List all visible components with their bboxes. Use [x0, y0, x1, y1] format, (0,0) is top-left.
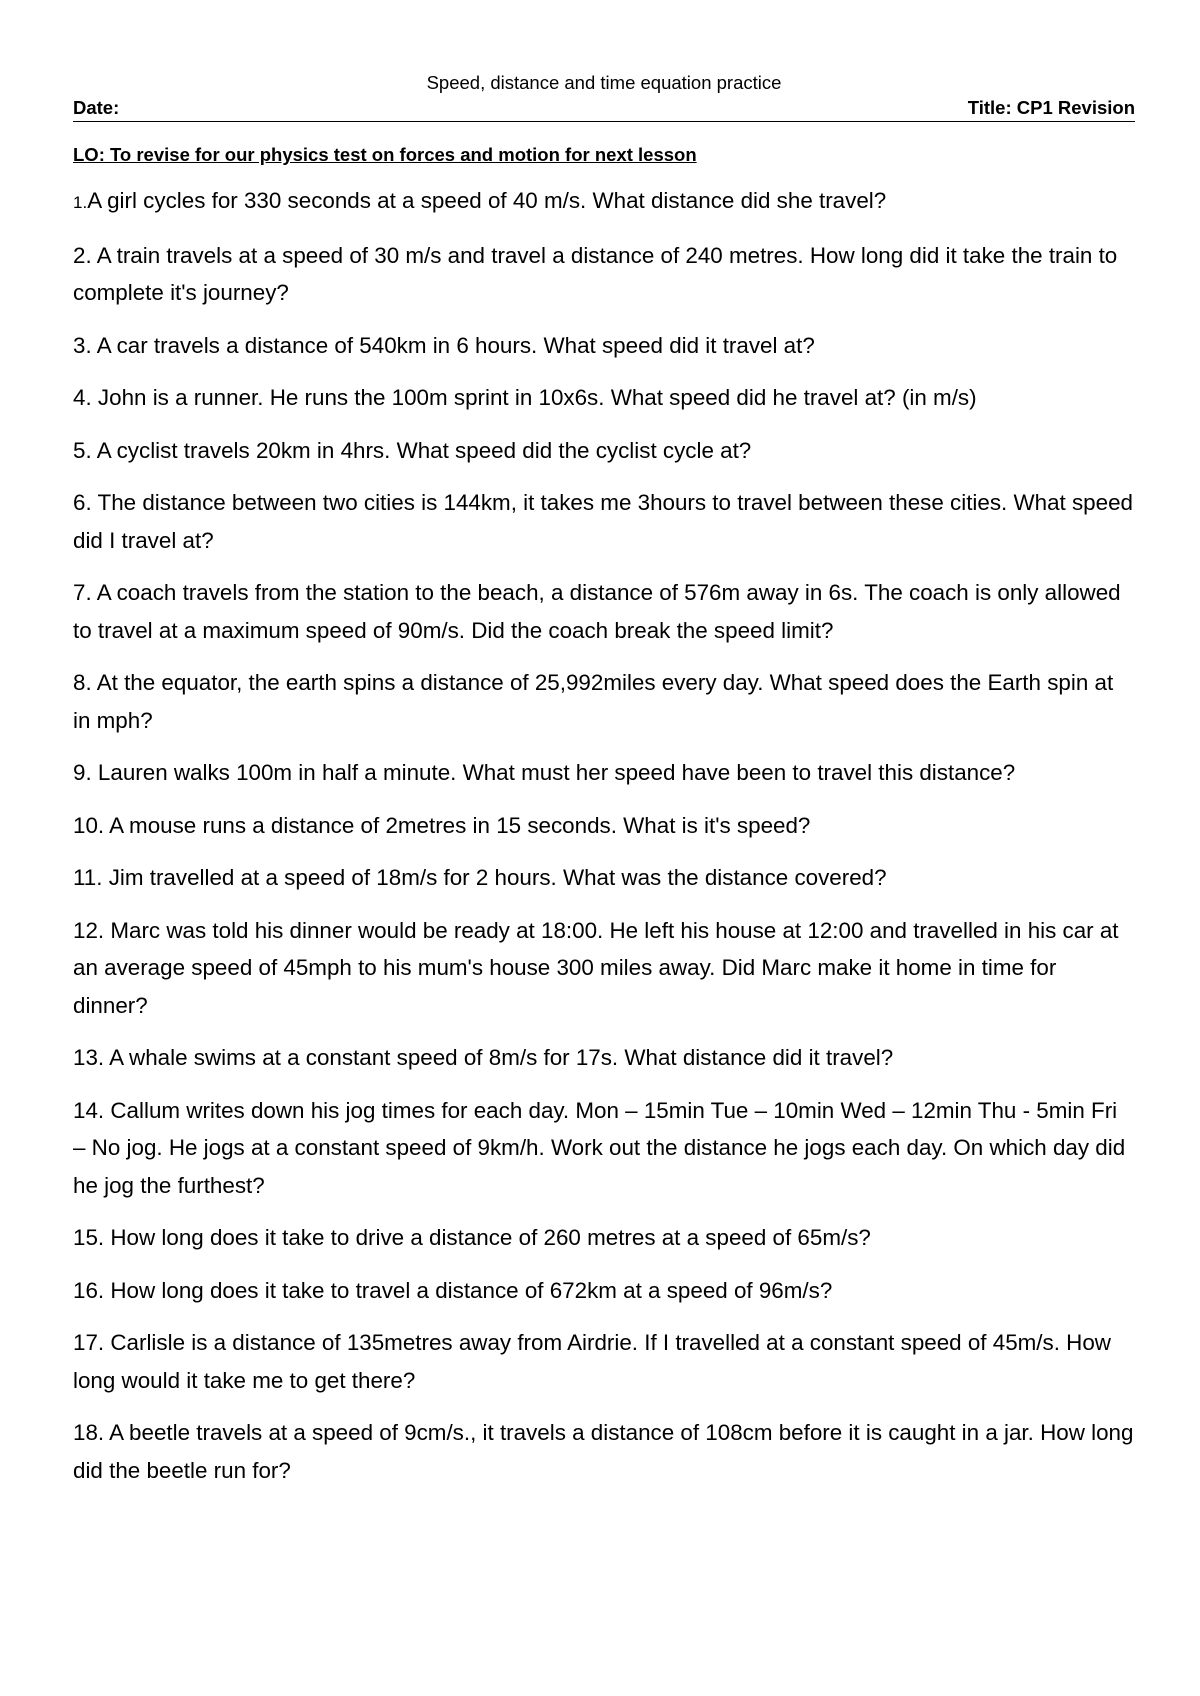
question-text: The distance between two cities is 144km, it takes me 3hours to travel between these cities. What speed did I travel at? [73, 490, 1133, 553]
question-text: Marc was told his dinner would be ready at 18:00. He left his house at 12:00 and travelled in his car at an average speed of 45mph to his mum's house 300 miles away. Did Marc make it home in time for dinner? [73, 917, 1119, 1018]
question-number: 17. [73, 1330, 105, 1355]
question-number: 10. [73, 812, 105, 838]
question-number: 9. [73, 760, 92, 785]
question-number: 14. [73, 1097, 105, 1123]
worksheet-page [73, 72, 1135, 1504]
question-text: Carlisle is a distance of 135metres away from Airdrie. If I travelled at a constant speed of 45m/s. How long would it take me to get there? [73, 1330, 1111, 1393]
question-item [73, 664, 1135, 739]
question-number: 4. [73, 385, 92, 410]
question-item [73, 1272, 1135, 1310]
question-text: A cyclist travels 20km in 4hrs. What speed did the cyclist cycle at? [96, 437, 752, 463]
question-text: At the equator, the earth spins a distance of 25,992miles every day. What speed does the Earth spin at in mph? [73, 670, 1114, 733]
question-number: 7. [73, 580, 92, 605]
question-text: A coach travels from the station to the beach, a distance of 576m away in 6s. The coach is only allowed to travel at a maximum speed of 90m/s. Did the coach break the speed limit? [73, 580, 1121, 643]
question-number: 11. [73, 865, 103, 890]
question-text: Jim travelled at a speed of 18m/s for 2 hours. What was the distance covered? [108, 865, 887, 890]
question-number: 5. [73, 437, 92, 463]
question-item [73, 912, 1135, 1025]
learning-objective: LO: To revise for our physics test on forces and motion for next lesson [73, 144, 697, 165]
question-item [73, 237, 1135, 312]
header-row [73, 97, 1135, 122]
title-label: Title: CP1 Revision [967, 97, 1135, 118]
question-text: A car travels a distance of 540km in 6 hours. What speed did it travel at? [96, 332, 815, 358]
question-item [73, 1324, 1135, 1399]
question-item [73, 432, 1135, 470]
question-item [73, 1219, 1135, 1257]
question-number: 6. [73, 490, 92, 515]
question-item [73, 1092, 1135, 1205]
question-item [73, 484, 1135, 559]
question-number: 8. [73, 670, 92, 695]
question-text: How long does it take to drive a distance of 260 metres at a speed of 65m/s? [110, 1225, 871, 1250]
question-text: A whale swims at a constant speed of 8m/s for 17s. What distance did it travel? [109, 1045, 894, 1070]
question-number: 18. [73, 1420, 105, 1445]
question-text: A beetle travels at a speed of 9cm/s., it travels a distance of 108cm before it is caught in a jar. How long did the beetle run for? [73, 1420, 1134, 1483]
question-item [73, 807, 1135, 845]
question-number: 16. [73, 1277, 105, 1303]
question-number: 3. [73, 332, 92, 358]
worksheet-title: Speed, distance and time equation practice [426, 72, 782, 93]
question-number: 13. [73, 1045, 105, 1070]
question-text: How long does it take to travel a distance of 672km at a speed of 96m/s? [110, 1277, 833, 1303]
question-list [73, 182, 1135, 1489]
question-item [73, 574, 1135, 649]
question-text: A girl cycles for 330 seconds at a speed of 40 m/s. What distance did she travel? [87, 188, 887, 213]
question-number: 1. [73, 193, 88, 212]
question-item [73, 1039, 1135, 1077]
question-text: A train travels at a speed of 30 m/s and travel a distance of 240 metres. How long did it take the train to complete it's journey? [73, 242, 1118, 305]
question-item [73, 754, 1135, 792]
question-item [73, 859, 1135, 897]
question-item [73, 327, 1135, 365]
question-text: John is a runner. He runs the 100m sprint in 10x6s. What speed did he travel at? (in m/s) [97, 385, 977, 410]
question-number: 15. [73, 1225, 105, 1250]
date-label: Date: [73, 97, 120, 118]
question-number: 2. [73, 242, 92, 268]
question-item [73, 1414, 1135, 1489]
question-text: Callum writes down his jog times for each day. Mon – 15min Tue – 10min Wed – 12min Thu - 5min Fri – No jog. He jogs at a constant speed of 9km/h. Work out the distance he jogs each day. On which day did he jog the furthest? [73, 1097, 1126, 1198]
question-number: 12. [73, 917, 105, 943]
question-item [73, 182, 1135, 222]
question-text: Lauren walks 100m in half a minute. What must her speed have been to travel this distance? [97, 760, 1016, 785]
question-item [73, 379, 1135, 417]
question-text: A mouse runs a distance of 2metres in 15 seconds. What is it's speed? [109, 812, 811, 838]
